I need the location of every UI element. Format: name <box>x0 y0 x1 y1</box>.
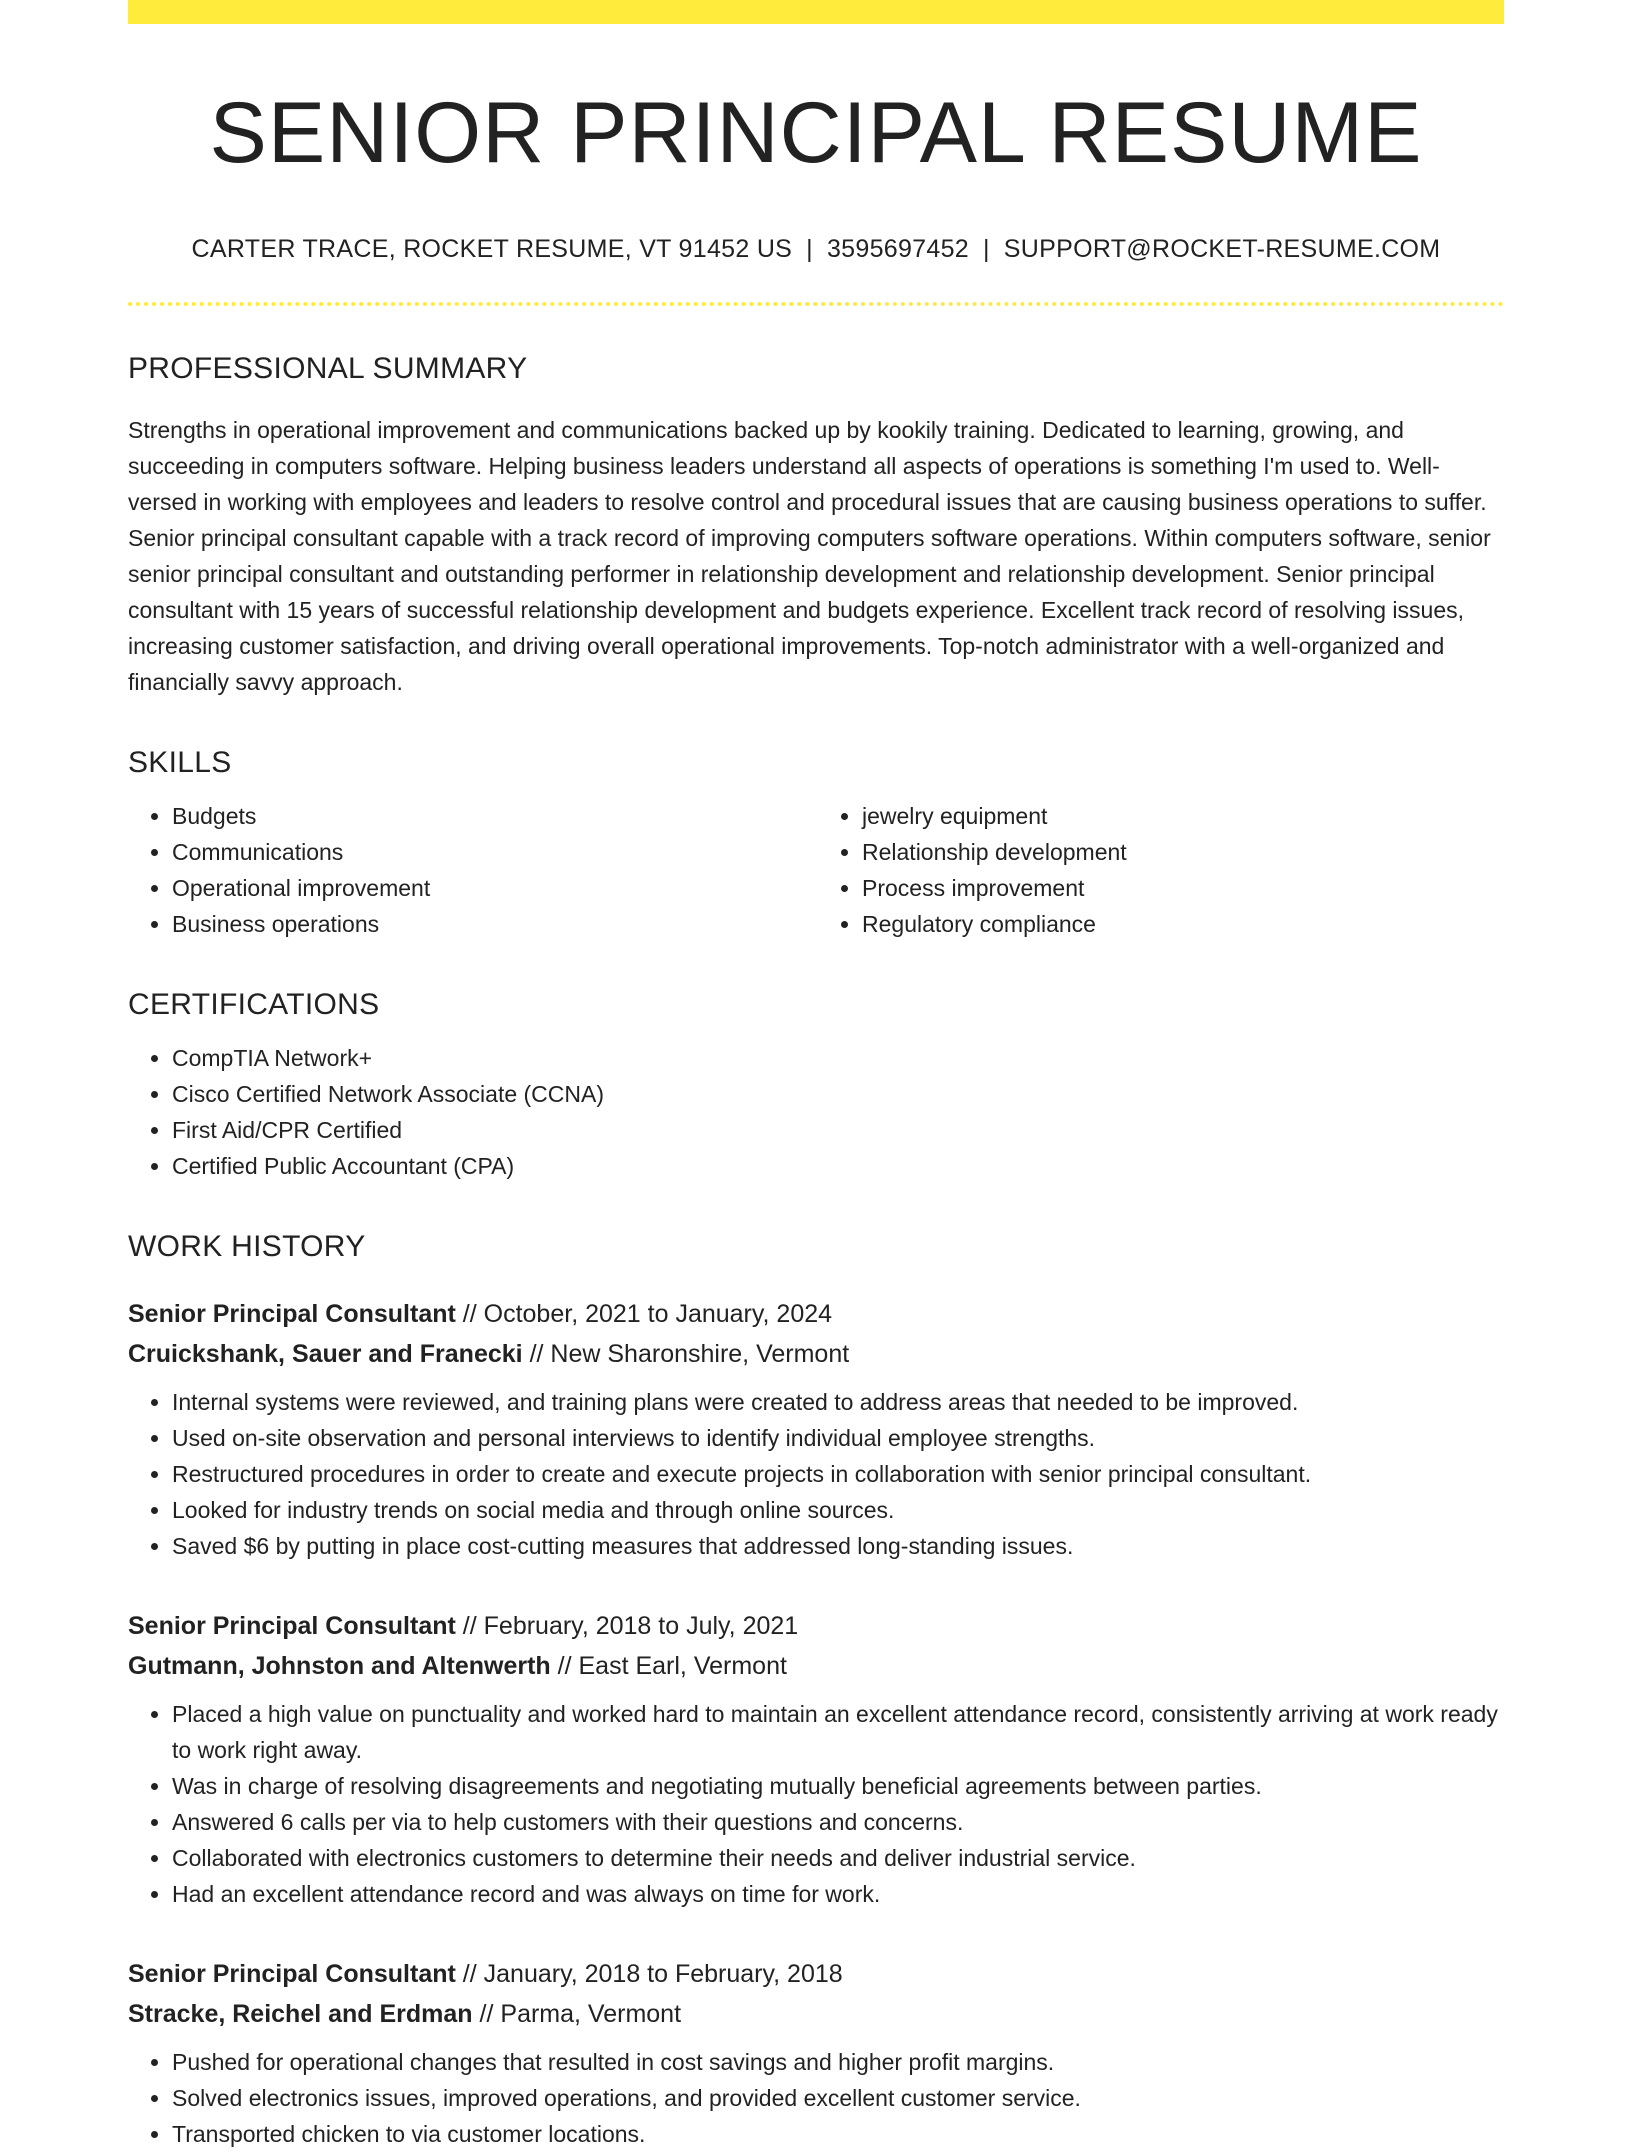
summary-text: Strengths in operational improvement and communications backed up by kookily training. Dedicated to learning, growing, and succeeding in computers software. Helping business leaders understand all aspects of operations is something I'm used to. Well-versed in working with employees and leaders to resolve control and procedural issues that are causing business operations to suffer. Senior principal consultant capable with a track record of improving computers software operations. Within computers software, senior senior principal consultant and outstanding performer in relationship development and relationship development. Senior principal consultant with 15 years of successful relationship development and budgets experience. Excellent track record of resolving issues, increasing customer satisfaction, and driving overall operational improvements. Top-notch administrator with a well-organized and financially savvy approach. <box>128 416 1491 695</box>
job-company: Stracke, Reichel and Erdman <box>128 1999 473 2028</box>
dotted-divider <box>128 302 1504 306</box>
list-item: • First Aid/CPR Certified <box>172 1112 1504 1148</box>
job-separator: // <box>529 1339 544 1368</box>
job-separator: // <box>479 1999 494 2028</box>
list-item: • Certified Public Accountant (CPA) <box>172 1148 1504 1184</box>
list-item: • Used on-site observation and personal interviews to identify individual employee strengths. <box>172 1420 1504 1456</box>
job-company-line <box>128 1334 1504 1374</box>
job-entry <box>128 1294 1504 1564</box>
list-item: • Was in charge of resolving disagreements and negotiating mutually beneficial agreements between parties. <box>172 1768 1504 1804</box>
contact-separator: | <box>983 234 990 263</box>
job-company-line <box>128 1994 1504 2034</box>
job-title: Senior Principal Consultant <box>128 1959 456 1988</box>
job-company: Cruickshank, Sauer and Franecki <box>128 1339 523 1368</box>
list-item: • Answered 6 calls per via to help customers with their questions and concerns. <box>172 1804 1504 1840</box>
resume-page <box>128 0 1504 2152</box>
list-item: • Process improvement <box>862 870 1504 906</box>
job-location: Parma, Vermont <box>500 1999 682 2028</box>
list-item: • Regulatory compliance <box>862 906 1504 942</box>
job-bullets <box>128 1696 1504 1912</box>
list-item: • Looked for industry trends on social media and through online sources. <box>172 1492 1504 1528</box>
job-title: Senior Principal Consultant <box>128 1611 456 1640</box>
list-item: • Pushed for operational changes that resulted in cost savings and higher profit margins. <box>172 2044 1504 2080</box>
job-bullets <box>128 2044 1504 2152</box>
job-company: Gutmann, Johnston and Altenwerth <box>128 1651 551 1680</box>
job-company-line <box>128 1646 1504 1686</box>
list-item: • Saved $6 by putting in place cost-cutting measures that addressed long-standing issues. <box>172 1528 1504 1564</box>
list-item: • jewelry equipment <box>862 798 1504 834</box>
list-item: • Operational improvement <box>172 870 816 906</box>
contact-separator: | <box>806 234 813 263</box>
job-title-line <box>128 1606 1504 1646</box>
job-entry <box>128 1954 1504 2152</box>
skills-heading: SKILLS <box>128 745 232 779</box>
top-accent-bar <box>128 0 1504 24</box>
job-dates: October, 2021 to January, 2024 <box>483 1299 833 1328</box>
list-item: • Had an excellent attendance record and was always on time for work. <box>172 1876 1504 1912</box>
contact-phone: 3595697452 <box>826 234 969 263</box>
skills-grid <box>128 798 1504 942</box>
list-item: • Business operations <box>172 906 816 942</box>
list-item: • Cisco Certified Network Associate (CCNA) <box>172 1076 1504 1112</box>
job-location: East Earl, Vermont <box>578 1651 787 1680</box>
list-item: • Budgets <box>172 798 816 834</box>
list-item: • Restructured procedures in order to create and execute projects in collaboration with senior principal consultant. <box>172 1456 1504 1492</box>
job-separator: // <box>462 1611 477 1640</box>
job-dates: January, 2018 to February, 2018 <box>483 1959 843 1988</box>
job-title-line <box>128 1294 1504 1334</box>
skills-list-left <box>128 798 816 942</box>
list-item: • Transported chicken to via customer locations. <box>172 2116 1504 2152</box>
job-bullets <box>128 1384 1504 1564</box>
job-separator: // <box>557 1651 572 1680</box>
list-item: • Placed a high value on punctuality and worked hard to maintain an excellent attendance record, consistently arriving at work ready to work right away. <box>172 1696 1504 1768</box>
contact-line <box>128 235 1504 264</box>
job-title-line <box>128 1954 1504 1994</box>
job-dates: February, 2018 to July, 2021 <box>483 1611 799 1640</box>
job-title: Senior Principal Consultant <box>128 1299 456 1328</box>
certifications-list <box>128 1040 1504 1184</box>
list-item: • Communications <box>172 834 816 870</box>
skills-list-right <box>816 798 1504 942</box>
contact-email: SUPPORT@ROCKET-RESUME.COM <box>1003 234 1441 263</box>
resume-title: SENIOR PRINCIPAL RESUME <box>209 85 1423 181</box>
work-history-heading: WORK HISTORY <box>128 1229 366 1263</box>
contact-address: CARTER TRACE, ROCKET RESUME, VT 91452 US <box>191 234 793 263</box>
job-separator: // <box>462 1959 477 1988</box>
certifications-heading: CERTIFICATIONS <box>128 987 380 1021</box>
job-separator: // <box>462 1299 477 1328</box>
list-item: • Internal systems were reviewed, and training plans were created to address areas that needed to be improved. <box>172 1384 1504 1420</box>
job-location: New Sharonshire, Vermont <box>550 1339 850 1368</box>
list-item: • Relationship development <box>862 834 1504 870</box>
list-item: • Collaborated with electronics customers to determine their needs and deliver industrial service. <box>172 1840 1504 1876</box>
summary-heading: PROFESSIONAL SUMMARY <box>128 351 528 385</box>
list-item: • Solved electronics issues, improved operations, and provided excellent customer service. <box>172 2080 1504 2116</box>
job-entry <box>128 1606 1504 1912</box>
list-item: • CompTIA Network+ <box>172 1040 1504 1076</box>
